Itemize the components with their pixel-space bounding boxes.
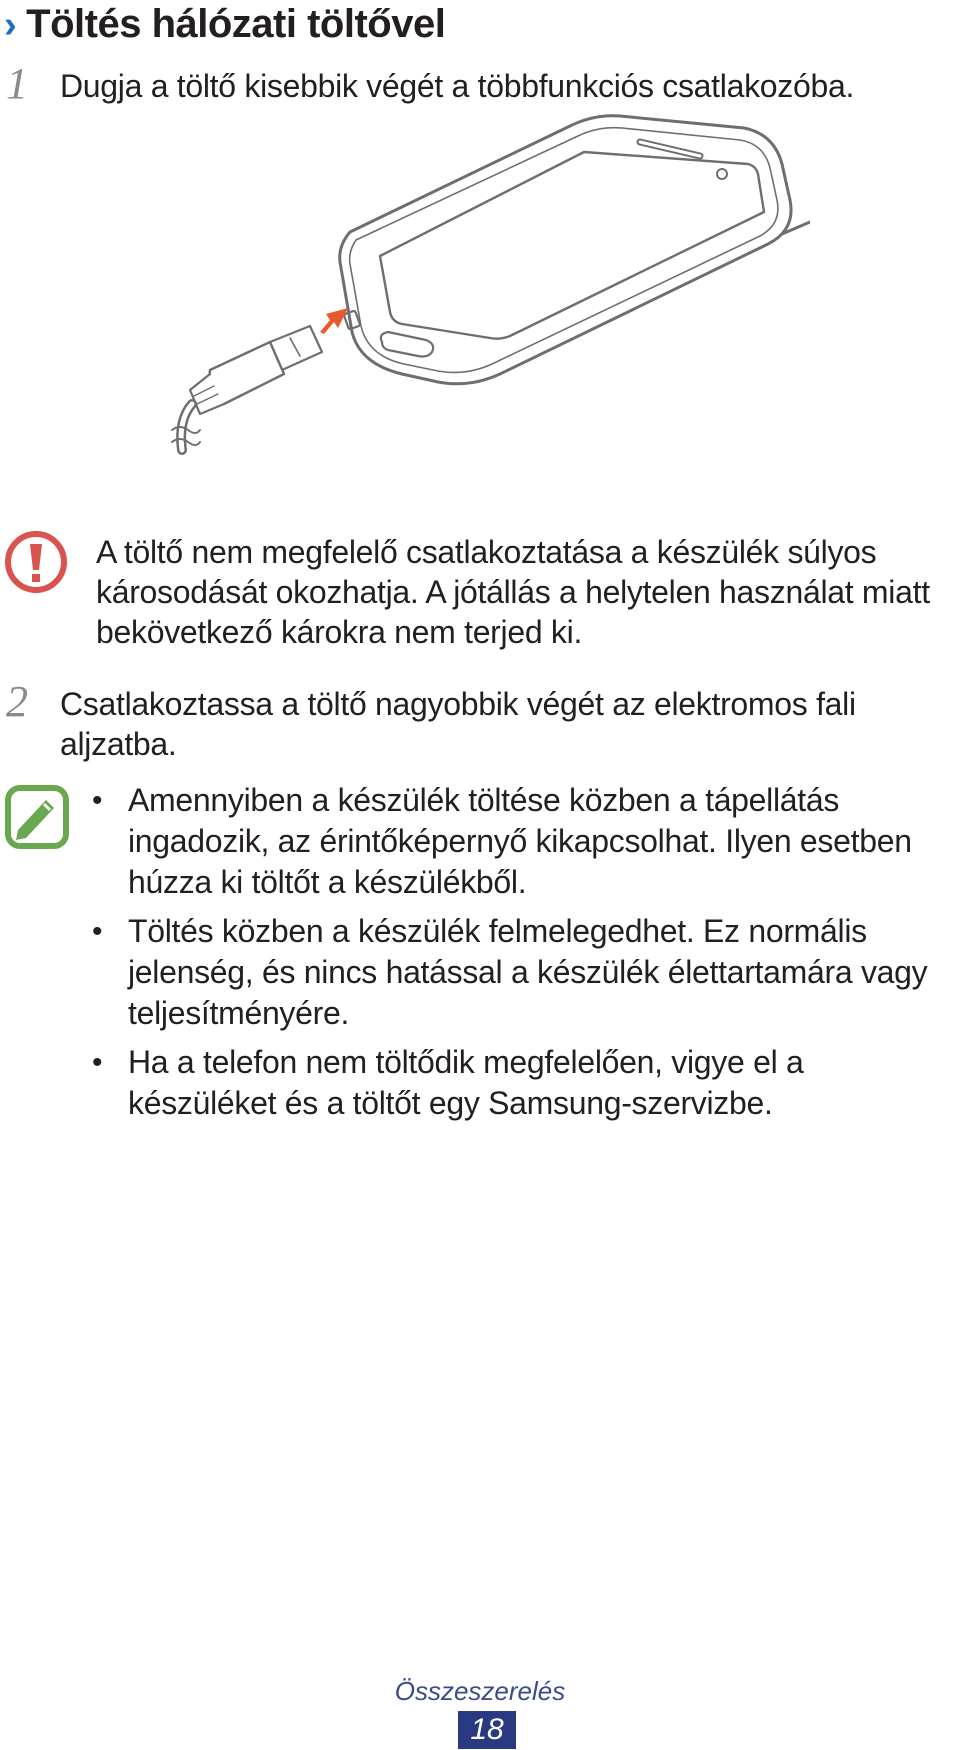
- step-number-1: 1: [6, 59, 28, 108]
- step-number-2: 2: [6, 677, 28, 726]
- phone-with-charger-cable-icon: [170, 112, 810, 502]
- note-item: [92, 780, 952, 903]
- footer-section-label: Összeszerelés: [394, 1676, 566, 1706]
- warning-exclamation-icon: [4, 530, 68, 594]
- section-title: Töltés hálózati töltővel: [26, 2, 446, 46]
- notes-list: [92, 780, 952, 1124]
- note-item: [92, 911, 952, 1034]
- note-item: [92, 1042, 952, 1124]
- note-text: Ha a telefon nem töltődik megfelelően, vigye el a készüléket és a töltőt egy Samsung-szervizbe.: [128, 1044, 804, 1121]
- note-text: Amennyiben a készülék töltése közben a tápellátás ingadozik, az érintőképernyő kikapcsolhat. Ilyen esetben húzza ki töltőt a készülékből.: [128, 782, 912, 900]
- note-text: Töltés közben a készülék felmelegedhet. Ez normális jelenség, és nincs hatással a készülék élettartamára vagy teljesítményére.: [128, 913, 928, 1031]
- warning-line-3: bekövetkező károkra nem terjed ki.: [96, 614, 583, 650]
- step-2-line-1: Csatlakoztassa a töltő nagyobbik végét az elektromos fali: [60, 686, 856, 722]
- bullet-icon: •: [92, 915, 103, 948]
- step-1-text: Dugja a töltő kisebbik végét a többfunkciós csatlakozóba.: [60, 68, 855, 104]
- bullet-icon: •: [92, 784, 103, 817]
- insert-arrow-icon: [320, 308, 348, 334]
- notes-list-container: [92, 780, 952, 1132]
- note-pencil-icon: [4, 784, 70, 850]
- section-heading: [4, 2, 445, 47]
- bullet-icon: •: [92, 1046, 103, 1079]
- step-2-line-2: aljzatba.: [60, 726, 177, 762]
- warning-line-1: A töltő nem megfelelő csatlakoztatása a készülék súlyos: [96, 534, 877, 570]
- phone-charging-illustration: [170, 112, 810, 502]
- page-number: 18: [458, 1711, 516, 1749]
- chevron-right-icon: ›: [4, 4, 17, 46]
- warning-line-2: károsodását okozhatja. A jótállás a helytelen használat miatt: [96, 574, 930, 610]
